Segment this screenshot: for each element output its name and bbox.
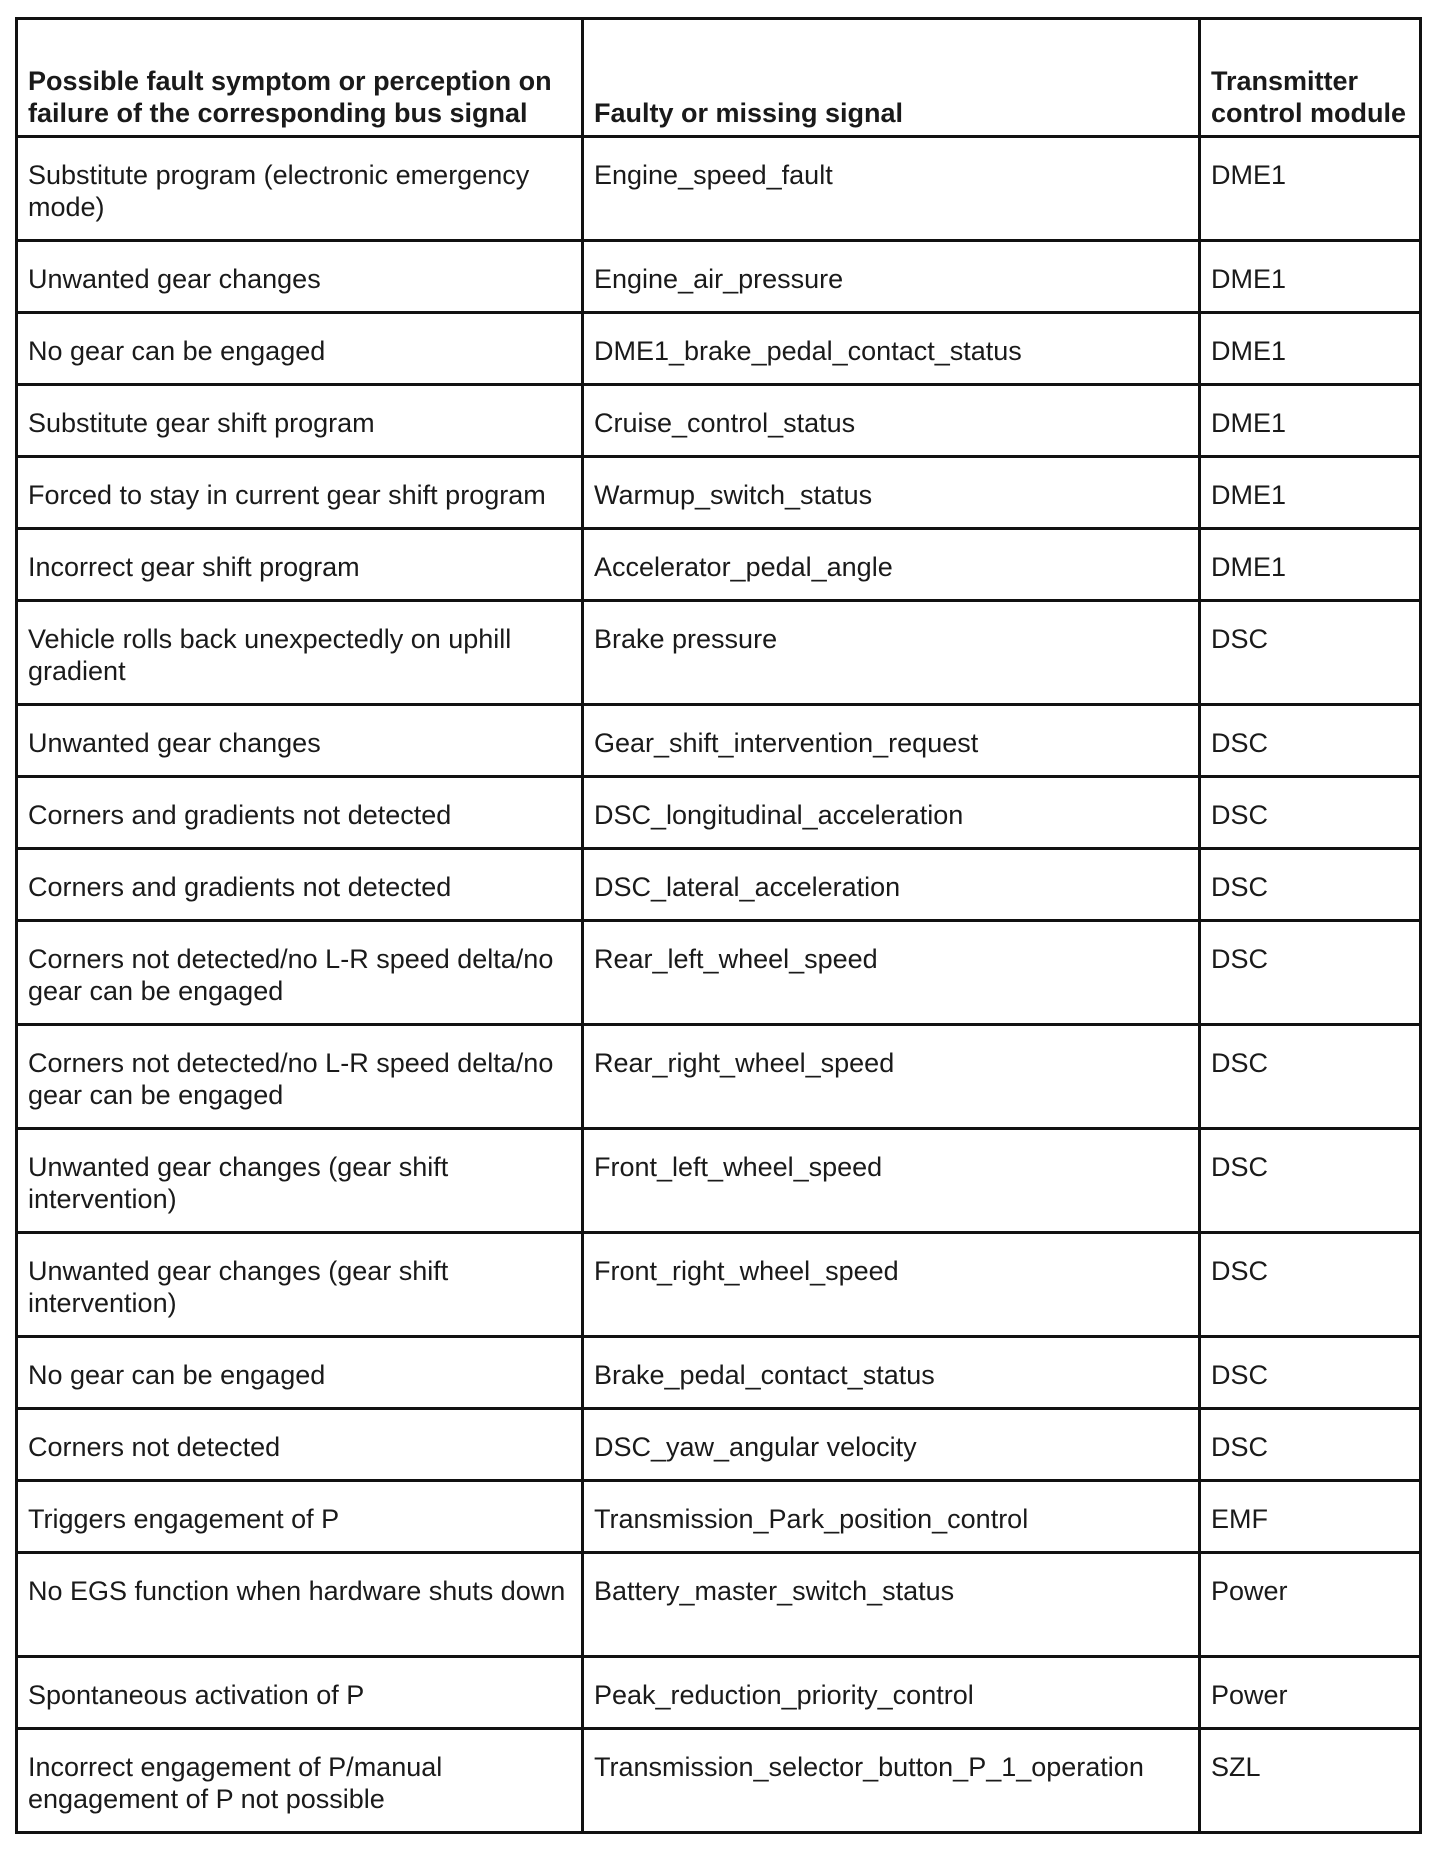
cell-signal: Peak_reduction_priority_control bbox=[583, 1657, 1200, 1729]
cell-signal: DSC_lateral_acceleration bbox=[583, 849, 1200, 921]
cell-signal: Brake_pedal_contact_status bbox=[583, 1337, 1200, 1409]
table-row bbox=[17, 385, 1421, 457]
cell-module: DME1 bbox=[1200, 457, 1421, 529]
cell-symptom: Incorrect engagement of P/manual engagement of P not possible bbox=[17, 1729, 583, 1833]
cell-signal: Accelerator_pedal_angle bbox=[583, 529, 1200, 601]
cell-symptom: Corners and gradients not detected bbox=[17, 777, 583, 849]
cell-signal: Rear_left_wheel_speed bbox=[583, 921, 1200, 1025]
cell-module: DSC bbox=[1200, 1409, 1421, 1481]
cell-module: Power bbox=[1200, 1553, 1421, 1657]
cell-symptom: No EGS function when hardware shuts down bbox=[17, 1553, 583, 1657]
cell-symptom: Triggers engagement of P bbox=[17, 1481, 583, 1553]
cell-symptom: Incorrect gear shift program bbox=[17, 529, 583, 601]
cell-module: DSC bbox=[1200, 705, 1421, 777]
cell-signal: Front_right_wheel_speed bbox=[583, 1233, 1200, 1337]
table-row bbox=[17, 601, 1421, 705]
cell-symptom: Unwanted gear changes (gear shift intervention) bbox=[17, 1129, 583, 1233]
table-row bbox=[17, 1729, 1421, 1833]
table-row bbox=[17, 705, 1421, 777]
fault-signal-table-container bbox=[15, 17, 1419, 1834]
table-row bbox=[17, 1233, 1421, 1337]
table-row bbox=[17, 1481, 1421, 1553]
cell-signal: Gear_shift_intervention_request bbox=[583, 705, 1200, 777]
cell-module: DSC bbox=[1200, 1233, 1421, 1337]
cell-module: DSC bbox=[1200, 601, 1421, 705]
cell-module: DME1 bbox=[1200, 385, 1421, 457]
table-row bbox=[17, 921, 1421, 1025]
header-fault-symptom: Possible fault symptom or perception on failure of the corresponding bus signal bbox=[17, 19, 583, 137]
cell-symptom: Unwanted gear changes (gear shift intervention) bbox=[17, 1233, 583, 1337]
table-row bbox=[17, 529, 1421, 601]
cell-module: DSC bbox=[1200, 1025, 1421, 1129]
cell-symptom: Substitute gear shift program bbox=[17, 385, 583, 457]
table-row bbox=[17, 1025, 1421, 1129]
cell-symptom: No gear can be engaged bbox=[17, 313, 583, 385]
cell-module: DSC bbox=[1200, 1337, 1421, 1409]
cell-symptom: Corners and gradients not detected bbox=[17, 849, 583, 921]
cell-signal: DSC_longitudinal_acceleration bbox=[583, 777, 1200, 849]
cell-signal: Front_left_wheel_speed bbox=[583, 1129, 1200, 1233]
cell-symptom: Unwanted gear changes bbox=[17, 241, 583, 313]
cell-module: DME1 bbox=[1200, 529, 1421, 601]
cell-module: DME1 bbox=[1200, 313, 1421, 385]
table-row bbox=[17, 1409, 1421, 1481]
cell-module: DSC bbox=[1200, 1129, 1421, 1233]
cell-symptom: No gear can be engaged bbox=[17, 1337, 583, 1409]
cell-module: DME1 bbox=[1200, 241, 1421, 313]
cell-module: DSC bbox=[1200, 777, 1421, 849]
cell-signal: Rear_right_wheel_speed bbox=[583, 1025, 1200, 1129]
table-row bbox=[17, 457, 1421, 529]
header-row bbox=[17, 19, 1421, 137]
cell-module: SZL bbox=[1200, 1729, 1421, 1833]
cell-symptom: Vehicle rolls back unexpectedly on uphill gradient bbox=[17, 601, 583, 705]
table-row bbox=[17, 241, 1421, 313]
cell-signal: Engine_speed_fault bbox=[583, 137, 1200, 241]
table-row bbox=[17, 137, 1421, 241]
cell-symptom: Unwanted gear changes bbox=[17, 705, 583, 777]
cell-module: DSC bbox=[1200, 849, 1421, 921]
cell-signal: Transmission_Park_position_control bbox=[583, 1481, 1200, 1553]
table-row bbox=[17, 849, 1421, 921]
cell-signal: Engine_air_pressure bbox=[583, 241, 1200, 313]
cell-signal: Battery_master_switch_status bbox=[583, 1553, 1200, 1657]
cell-module: EMF bbox=[1200, 1481, 1421, 1553]
cell-signal: Cruise_control_status bbox=[583, 385, 1200, 457]
cell-signal: DSC_yaw_angular velocity bbox=[583, 1409, 1200, 1481]
header-transmitter-module: Transmitter control module bbox=[1200, 19, 1421, 137]
cell-module: Power bbox=[1200, 1657, 1421, 1729]
fault-signal-table bbox=[15, 17, 1422, 1834]
cell-symptom: Forced to stay in current gear shift program bbox=[17, 457, 583, 529]
cell-module: DME1 bbox=[1200, 137, 1421, 241]
table-row bbox=[17, 313, 1421, 385]
cell-symptom: Corners not detected bbox=[17, 1409, 583, 1481]
cell-symptom: Substitute program (electronic emergency mode) bbox=[17, 137, 583, 241]
cell-symptom: Corners not detected/no L-R speed delta/no gear can be engaged bbox=[17, 921, 583, 1025]
cell-signal: Brake pressure bbox=[583, 601, 1200, 705]
table-row bbox=[17, 1129, 1421, 1233]
table-row bbox=[17, 1337, 1421, 1409]
cell-signal: Warmup_switch_status bbox=[583, 457, 1200, 529]
cell-signal: DME1_brake_pedal_contact_status bbox=[583, 313, 1200, 385]
table-row bbox=[17, 1553, 1421, 1657]
cell-signal: Transmission_selector_button_P_1_operation bbox=[583, 1729, 1200, 1833]
header-faulty-signal: Faulty or missing signal bbox=[583, 19, 1200, 137]
cell-module: DSC bbox=[1200, 921, 1421, 1025]
table-header bbox=[17, 19, 1421, 137]
table-row bbox=[17, 777, 1421, 849]
table-row bbox=[17, 1657, 1421, 1729]
cell-symptom: Spontaneous activation of P bbox=[17, 1657, 583, 1729]
table-body bbox=[17, 137, 1421, 1833]
cell-symptom: Corners not detected/no L-R speed delta/no gear can be engaged bbox=[17, 1025, 583, 1129]
